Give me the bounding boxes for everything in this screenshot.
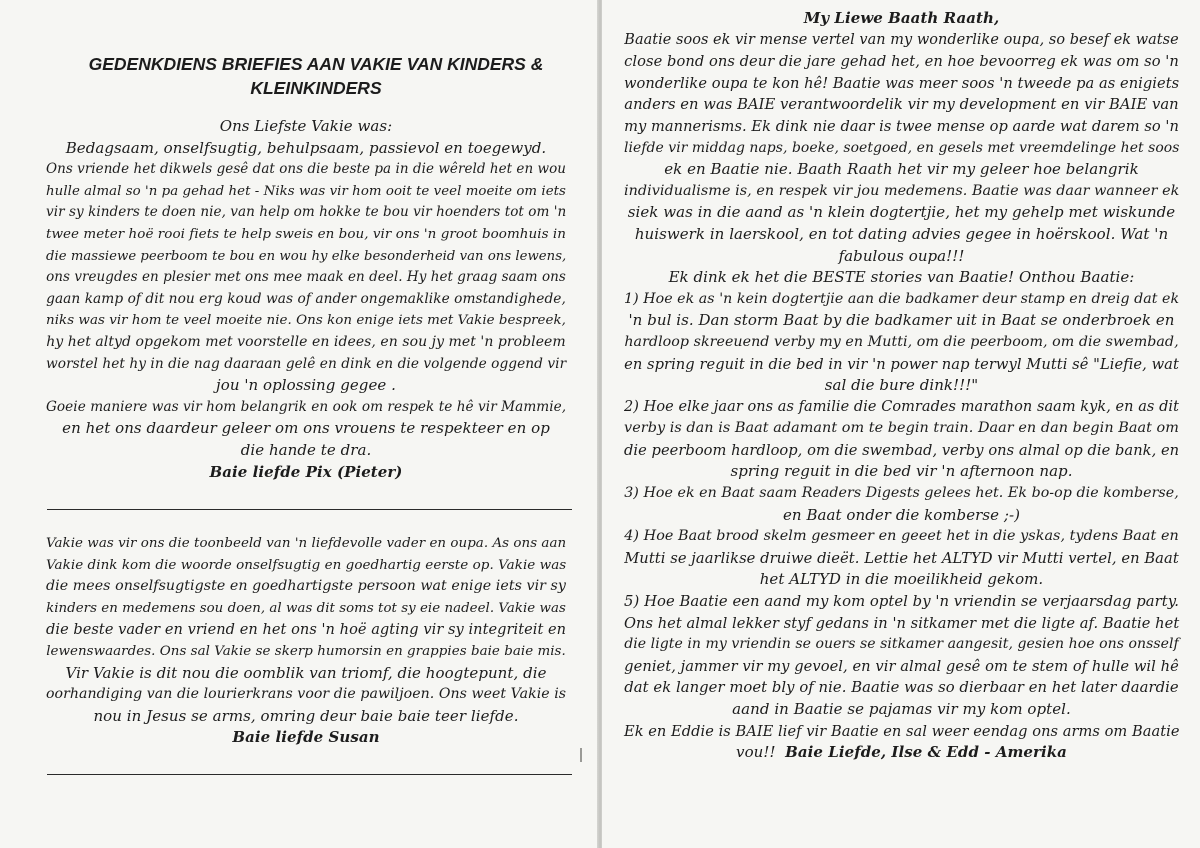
- title-line: KLEINKINDERS: [250, 78, 382, 98]
- text-line: my mannerisms. Ek dink nie daar is twee mense op aarde wat darem so 'n: [624, 117, 1179, 135]
- text-line: hy het altyd opgekom met voorstelle en idees, en sou jy met 'n probleem: [46, 333, 566, 350]
- text-line: het ALTYD in die moeilikheid gekom.: [759, 570, 1044, 589]
- text-line: Ek dink ek het die BESTE stories van Baatie! Onthou Baatie:: [668, 268, 1135, 287]
- text-line: Goeie maniere was vir hom belangrik en ook om respek te hê vir Mammie,: [46, 398, 567, 415]
- text-line: oorhandiging van die lourierkrans voor die pawiljoen. Ons weet Vakie is: [46, 686, 567, 703]
- text-line: siek was in die aand as 'n klein dogtertjie, het my gehelp met wiskunde: [627, 203, 1176, 222]
- divider-line: [47, 774, 572, 775]
- closing-prefix: vou!!: [736, 743, 776, 762]
- letter-closing: [624, 742, 1179, 764]
- text-line: nou in Jesus se arms, omring deur baie baie teer liefde.: [93, 706, 519, 725]
- text-line: die ligte in my vriendin se ouers se sitkamer aangesit, gesien hoe ons onsself: [624, 636, 1179, 653]
- text-line: sal die bure dink!!!": [824, 376, 979, 395]
- text-line: wonderlike oupa te kon hê! Baatie was meer soos 'n tweede pa as enigiets: [624, 74, 1180, 92]
- tribute-susan-body: [46, 533, 566, 727]
- text-line: Ons vriende het dikwels gesê dat ons die beste pa in die wêreld het en wou: [46, 161, 567, 178]
- text-line: Bedagsaam, onselfsugtig, behulpsaam, passievol en toegewyd.: [65, 138, 547, 157]
- text-line: en het ons daardeur geleer om ons vrouens te respekteer en op: [62, 419, 550, 438]
- text-line: 4) Hoe Baat brood skelm gesmeer en geeet het in die yskas, tydens Baat en: [624, 528, 1179, 545]
- text-line: die mees onselfsugtigste en goedhartigste persoon wat enige iets vir sy: [46, 578, 566, 595]
- signature-ilse-edd: Baie Liefde, Ilse & Edd - Amerika: [785, 743, 1067, 762]
- text-line: Vir Vakie is dit nou die oomblik van triomf, die hoogtepunt, die: [65, 663, 547, 682]
- text-line: gaan kamp of dit nou erg koud was of ander ongemaklike omstandighede,: [46, 290, 566, 307]
- tribute-pieter-body: [46, 116, 566, 462]
- text-line: 5) Hoe Baatie een aand my kom optel by 'n vriendin se verjaarsdag party.: [624, 593, 1179, 611]
- letter-ilse: [624, 8, 1179, 764]
- divider-line: [47, 509, 572, 510]
- text-line: anders en was BAIE verantwoordelik vir my development en vir BAIE van: [624, 96, 1179, 114]
- tribute-pieter: [46, 116, 566, 483]
- text-line: liefde vir middag naps, boeke, soetgoed, en gesels met vreemdelinge het soos: [624, 139, 1180, 156]
- text-line: close bond ons deur die jare gehad het, en hoe bevoorreg ek was om so 'n: [624, 53, 1179, 71]
- text-line: Vakie was vir ons die toonbeeld van 'n liefdevolle vader en oupa. As ons aan: [46, 536, 567, 551]
- text-line: worstel het hy in die nag daaraan gelê en dink en die volgende oggend vir: [46, 355, 567, 372]
- scan-mark: [580, 748, 582, 762]
- signature-pieter: Baie liefde Pix (Pieter): [209, 462, 403, 481]
- text-line: en spring reguit in die bed in vir 'n power nap terwyl Mutti sê "Liefie, wat: [624, 355, 1179, 373]
- text-line: Ons het almal lekker styf gedans in 'n sitkamer met die ligte af. Baatie het: [624, 614, 1180, 632]
- text-line: aand in Baatie se pajamas vir my kom optel.: [732, 700, 1071, 718]
- text-line: 2) Hoe elke jaar ons as familie die Comrades marathon saam kyk, en as dit: [624, 398, 1179, 415]
- text-line: spring reguit in die bed vir 'n afternoon nap.: [730, 462, 1073, 481]
- memorial-title: [46, 52, 586, 100]
- text-line: geniet, jammer vir my gevoel, en vir almal gesê om te stem of hulle wil hê: [624, 657, 1179, 675]
- text-line: en Baat onder die komberse ;-): [783, 505, 1020, 524]
- text-line: lewenswaardes. Ons sal Vakie se skerp humorsin en grappies baie baie mis.: [46, 643, 566, 659]
- text-line: Ek en Eddie is BAIE lief vir Baatie en sal weer eendag ons arms om Baatie: [624, 722, 1180, 740]
- text-line: huiswerk in laerskool, en tot dating advies gegee in hoërskool. Wat 'n: [634, 224, 1169, 243]
- text-line: twee meter hoë rooi fiets te help sweis en bou, vir ons 'n groot boomhuis in: [46, 225, 566, 242]
- text-line: individualisme is, en respek vir jou medemens. Baatie was daar wanneer ek: [624, 182, 1180, 199]
- text-line: Baatie soos ek vir mense vertel van my wonderlike oupa, so besef ek watse: [624, 31, 1179, 48]
- text-line: jou 'n oplossing gegee .: [216, 376, 396, 395]
- text-line: 'n bul is. Dan storm Baat by die badkamer uit in Baat se onderbroek en: [628, 311, 1175, 330]
- text-line: Mutti se jaarlikse druiwe dieët. Lettie het ALTYD vir Mutti vertel, en Baat: [624, 549, 1179, 567]
- text-line: dat ek langer moet bly of nie. Baatie was so dierbaar en het later daardie: [624, 679, 1179, 697]
- text-line: niks was vir hom te veel moeite nie. Ons kon enige iets met Vakie bespreek,: [46, 313, 566, 329]
- title-line: GEDENKDIENS BRIEFIES AAN VAKIE VAN KINDERS &: [88, 54, 544, 74]
- letter-salutation: My Liewe Baath Raath,: [803, 9, 1000, 27]
- right-page: [602, 0, 1200, 848]
- text-line: 3) Hoe ek en Baat saam Readers Digests gelees het. Ek bo-op die komberse,: [624, 485, 1179, 502]
- text-line: hardloop skreeuend verby my en Mutti, om die peerboom, om die swembad,: [624, 333, 1179, 350]
- text-line: ons vreugdes en plesier met ons mee maak en deel. Hy het graag saam ons: [46, 269, 566, 286]
- text-line: vir sy kinders te doen nie, van help om hokke te bou vir hoenders tot om 'n: [46, 204, 567, 221]
- text-line: die hande te dra.: [240, 440, 372, 459]
- text-line: fabulous oupa!!!: [838, 246, 965, 265]
- text-line: Ons Liefste Vakie was:: [219, 117, 393, 135]
- text-line: verby is dan is Baat adamant om te begin train. Daar en dan begin Baat om: [624, 420, 1179, 437]
- left-page: [0, 0, 598, 848]
- letter-body: [624, 30, 1179, 743]
- signature-susan: Baie liefde Susan: [232, 728, 380, 747]
- text-line: hulle almal so 'n pa gehad het - Niks was vir hom ooit te veel moeite om iets: [46, 183, 566, 199]
- text-line: ek en Baatie nie. Baath Raath het vir my geleer hoe belangrik: [664, 160, 1139, 179]
- text-line: 1) Hoe ek as 'n kein dogtertjie aan die badkamer deur stamp en dreig dat ek: [624, 290, 1180, 307]
- text-line: die beste vader en vriend en het ons 'n hoë agting vir sy integriteit en: [46, 621, 567, 639]
- text-line: kinders en medemens sou doen, al was dit soms tot sy eie nadeel. Vakie was: [46, 600, 566, 616]
- text-line: die massiewe peerboom te bou en wou hy elke besonderheid van ons lewens,: [46, 248, 567, 264]
- text-line: Vakie dink kom die woorde onselfsugtig en goedhartig eerste op. Vakie was: [46, 556, 567, 573]
- text-line: die peerboom hardloop, om die swembad, verby ons almal op die bank, en: [624, 441, 1180, 459]
- tribute-susan: [46, 533, 566, 749]
